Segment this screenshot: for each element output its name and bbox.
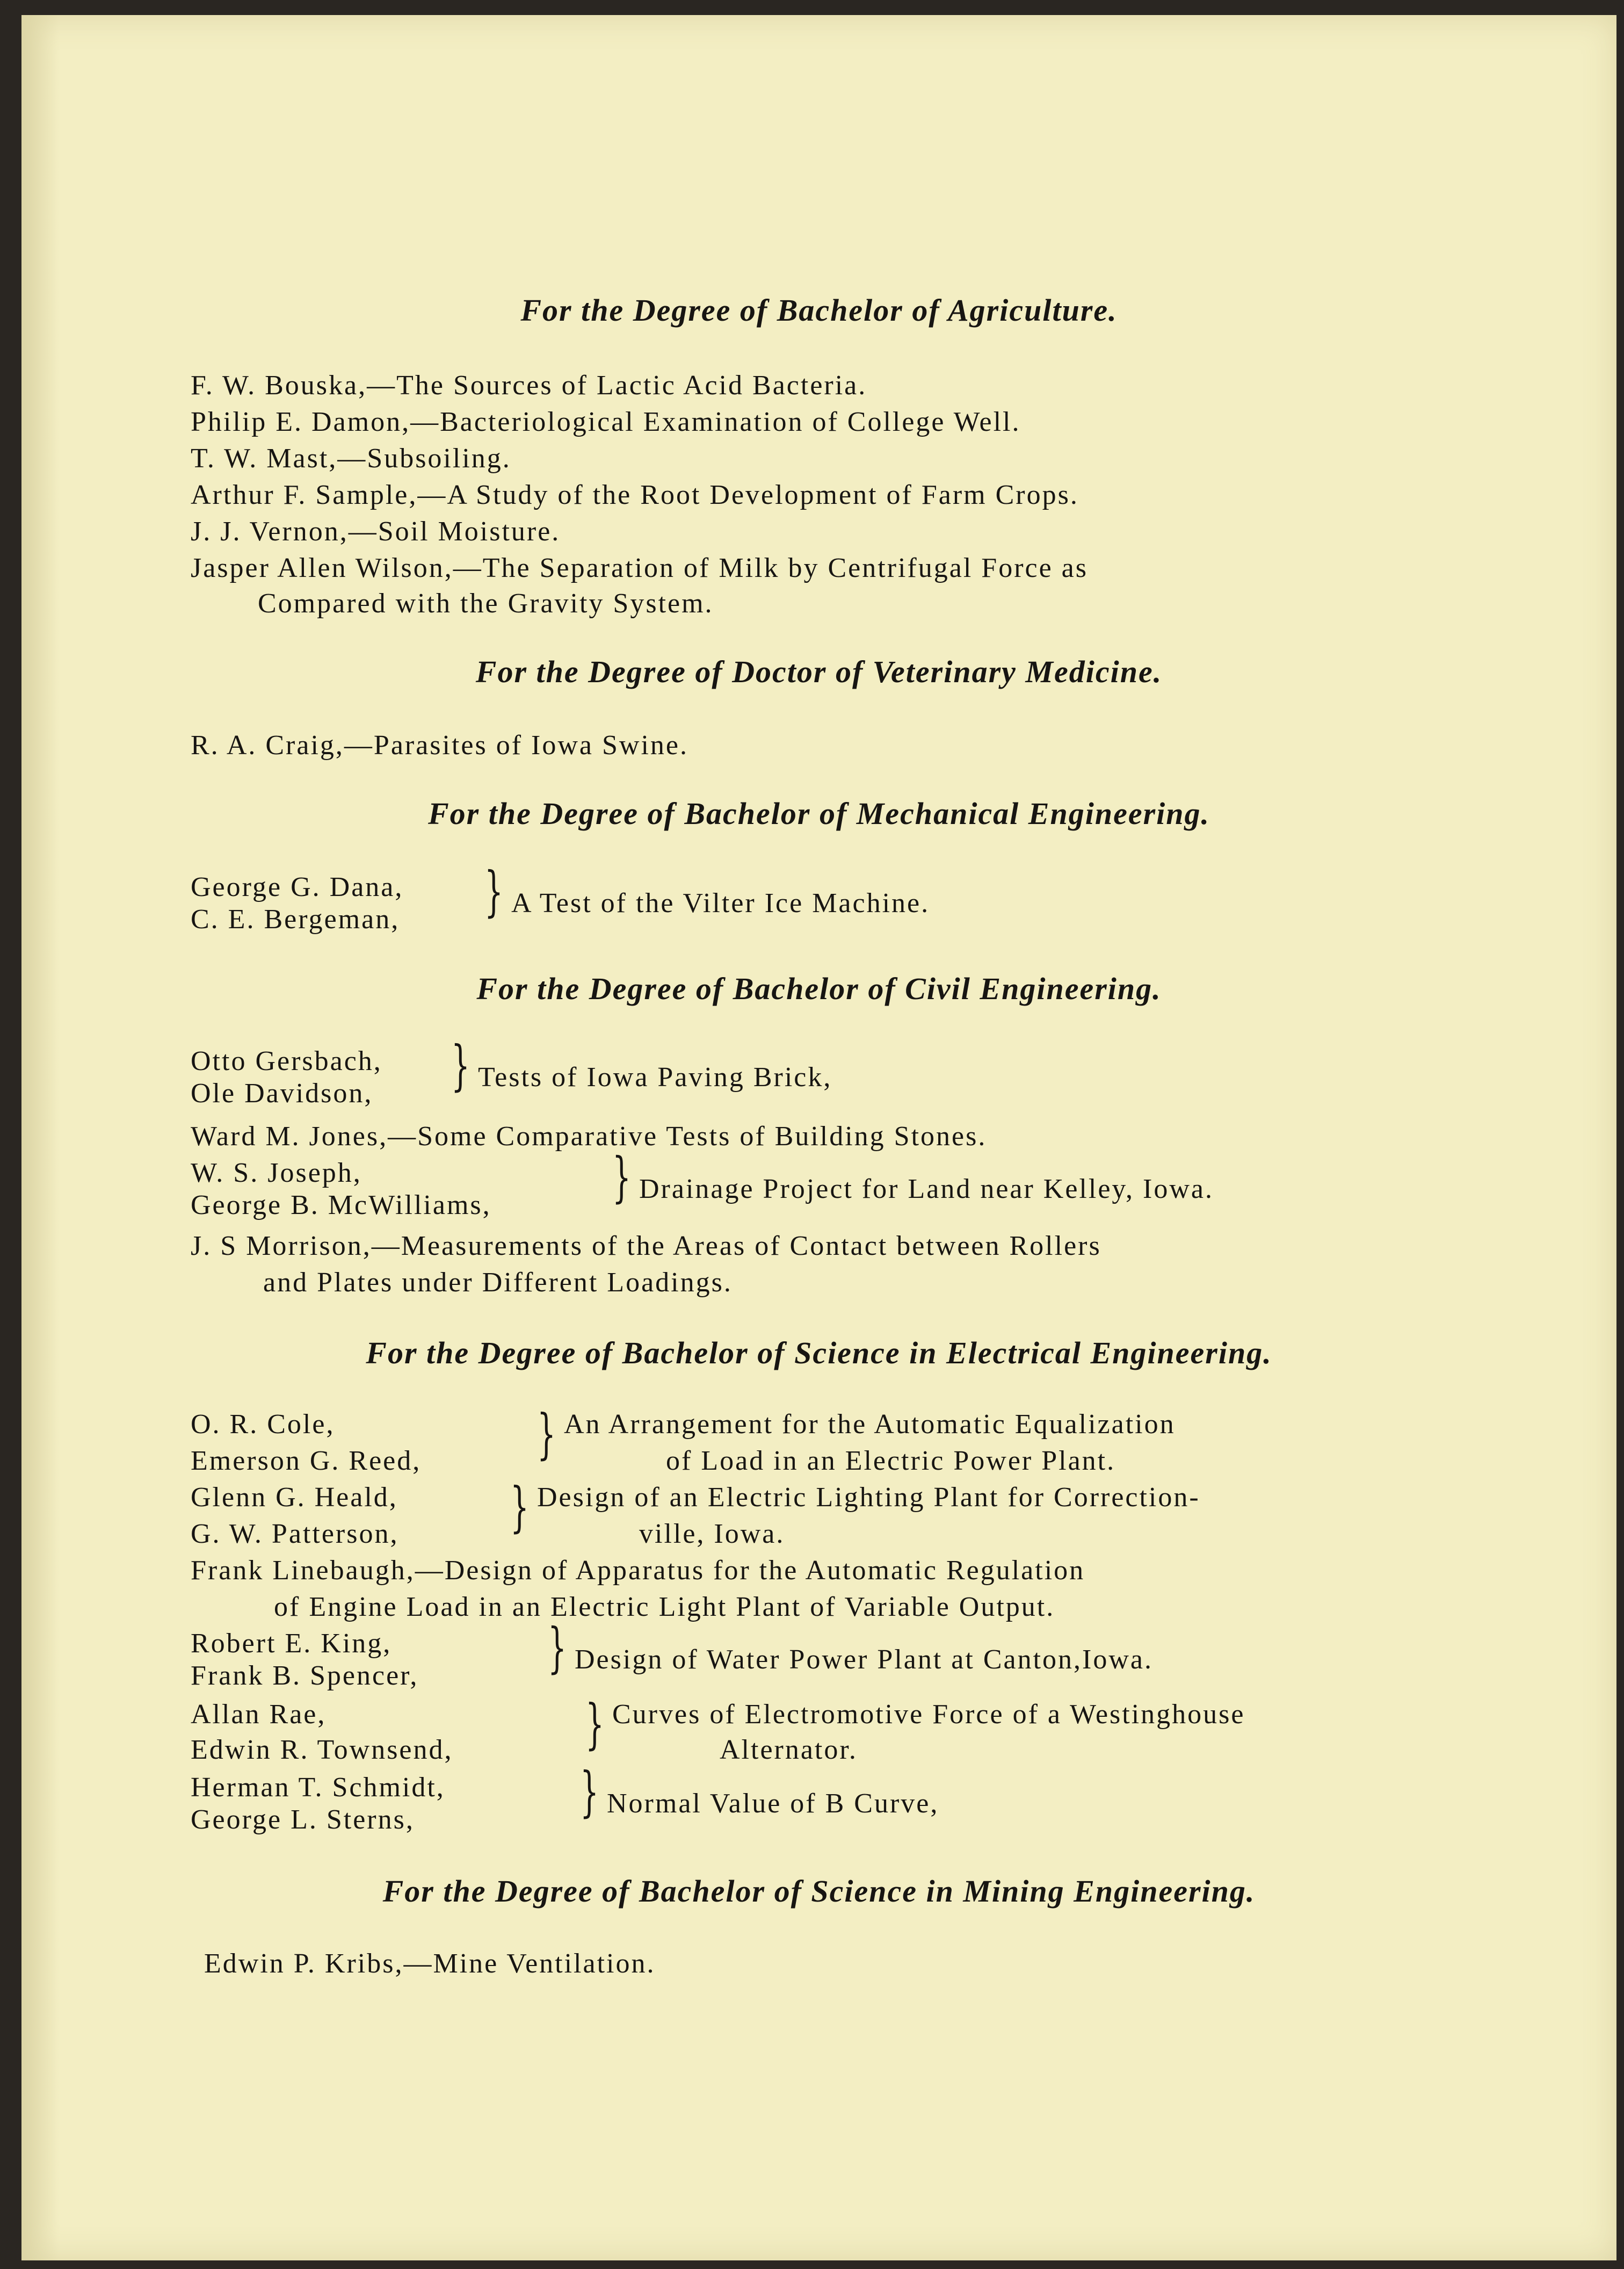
brace: } [585, 1693, 604, 1755]
brace: } [612, 1146, 631, 1209]
brace: } [510, 1476, 529, 1538]
name-townsend: Edwin R. Townsend, [191, 1735, 453, 1765]
name-schmidt: Herman T. Schmidt, [191, 1772, 445, 1803]
brace: } [484, 860, 503, 923]
brace: } [451, 1034, 470, 1097]
heading-veterinary: For the Degree of Doctor of Veterinary Medicine. [475, 654, 1163, 689]
heading-agriculture: For the Degree of Bachelor of Agriculture. [520, 293, 1118, 328]
title-equalization-cont: of Load in an Electric Power Plant. [666, 1446, 1116, 1476]
heading-mechanical: For the Degree of Bachelor of Mechanical Engineering. [427, 796, 1210, 831]
entry-kribs: Edwin P. Kribs,—Mine Ventilation. [204, 1948, 656, 1979]
title-lighting-plant-cont: ville, Iowa. [639, 1519, 785, 1549]
brace: } [580, 1760, 599, 1823]
name-davidson: Ole Davidson, [191, 1078, 373, 1109]
name-king: Robert E. King, [191, 1628, 392, 1659]
entry-wilson-cont: Compared with the Gravity System. [258, 588, 714, 619]
title-drainage: Drainage Project for Land near Kelley, Iowa. [639, 1174, 1214, 1204]
title-lighting-plant: Design of an Electric Lighting Plant for Correction- [537, 1482, 1200, 1513]
title-paving-brick: Tests of Iowa Paving Brick, [478, 1062, 832, 1093]
entry-jones: Ward M. Jones,—Some Comparative Tests of Building Stones. [191, 1121, 987, 1152]
entry-sample: Arthur F. Sample,—A Study of the Root Development of Farm Crops. [191, 480, 1079, 510]
name-rae: Allan Rae, [191, 1699, 327, 1730]
name-dana: George G. Dana, [191, 872, 404, 902]
heading-mining: For the Degree of Bachelor of Science in Mining Engineering. [382, 1874, 1256, 1909]
entry-wilson: Jasper Allen Wilson,—The Separation of Milk by Centrifugal Force as [191, 553, 1088, 583]
title-water-power: Design of Water Power Plant at Canton,Iowa. [575, 1644, 1153, 1675]
name-cole: O. R. Cole, [191, 1409, 335, 1440]
name-reed: Emerson G. Reed, [191, 1446, 422, 1476]
name-sterns: George L. Sterns, [191, 1804, 415, 1835]
name-joseph: W. S. Joseph, [191, 1158, 362, 1188]
name-bergeman: C. E. Bergeman, [191, 904, 400, 935]
entry-mast: T. W. Mast,—Subsoiling. [191, 443, 511, 474]
entry-morrison: J. S Morrison,—Measurements of the Areas of Contact between Rollers [191, 1231, 1101, 1261]
entry-linebaugh: Frank Linebaugh,—Design of Apparatus for the Automatic Regulation [191, 1555, 1085, 1586]
entry-damon: Philip E. Damon,—Bacteriological Examination of College Well. [191, 407, 1021, 437]
brace: } [537, 1403, 556, 1465]
name-patterson: G. W. Patterson, [191, 1519, 399, 1549]
entry-bouska: F. W. Bouska,—The Sources of Lactic Acid Bacteria. [191, 370, 867, 401]
entry-morrison-cont: and Plates under Different Loadings. [263, 1267, 733, 1298]
brace: } [548, 1616, 567, 1679]
name-mcwilliams: George B. McWilliams, [191, 1190, 491, 1220]
entry-linebaugh-cont: of Engine Load in an Electric Light Plant of Variable Output. [274, 1592, 1055, 1622]
heading-electrical: For the Degree of Bachelor of Science in Electrical Engineering. [366, 1335, 1272, 1370]
heading-civil: For the Degree of Bachelor of Civil Engineering. [476, 971, 1162, 1006]
entry-vernon: J. J. Vernon,—Soil Moisture. [191, 516, 561, 547]
name-spencer: Frank B. Spencer, [191, 1660, 419, 1691]
title-ice-machine: A Test of the Vilter Ice Machine. [511, 888, 930, 919]
title-equalization: An Arrangement for the Automatic Equalization [564, 1409, 1176, 1440]
name-gersbach: Otto Gersbach, [191, 1046, 382, 1076]
title-westinghouse-cont: Alternator. [720, 1735, 858, 1765]
document-page [21, 15, 1616, 2260]
entry-craig: R. A. Craig,—Parasites of Iowa Swine. [191, 730, 689, 761]
name-heald: Glenn G. Heald, [191, 1482, 398, 1513]
title-b-curve: Normal Value of B Curve, [607, 1788, 939, 1819]
section-mining [21, 15, 1616, 2260]
title-westinghouse: Curves of Electromotive Force of a Westinghouse [612, 1699, 1245, 1730]
